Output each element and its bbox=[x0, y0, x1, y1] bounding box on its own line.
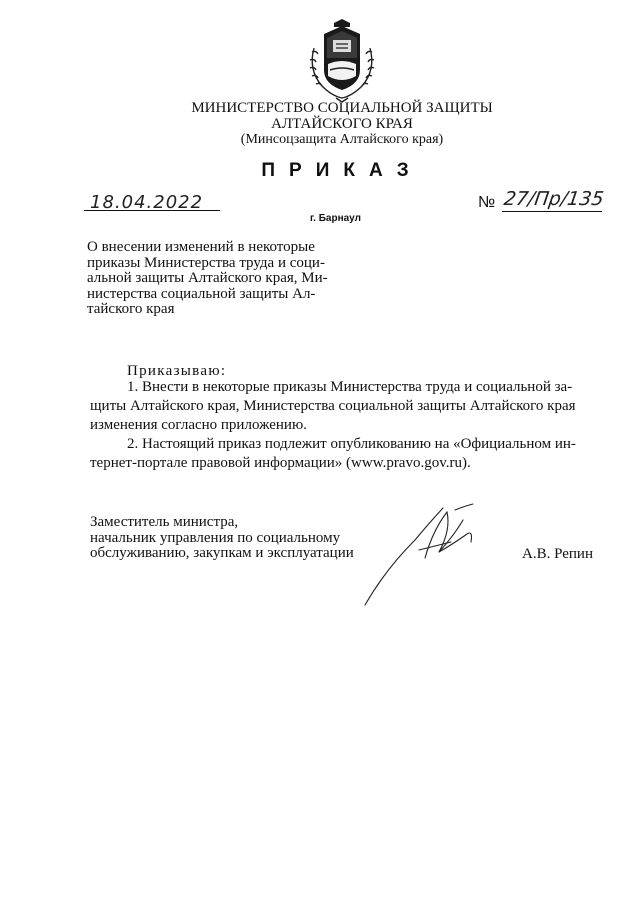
order-item-2 bbox=[90, 435, 597, 473]
ministry-short-name: (Минсоцзащита Алтайского края) bbox=[240, 132, 444, 147]
document-city: г. Барнаул bbox=[310, 213, 361, 224]
subject-line: тайского края bbox=[87, 301, 175, 317]
item-line: 1. Внести в некоторые приказы Министерства труда и социальной за- bbox=[127, 379, 573, 395]
signer-position bbox=[90, 515, 354, 562]
coat-of-arms-icon bbox=[300, 18, 384, 102]
order-item-1 bbox=[90, 378, 597, 435]
signer-position-line: обслуживанию, закупкам и эксплуатации bbox=[90, 545, 354, 561]
document-date: 18.04.2022 bbox=[90, 192, 204, 213]
number-underline bbox=[502, 211, 602, 212]
signer-position-line: начальник управления по социальному bbox=[90, 529, 341, 546]
item-line: 2. Настоящий приказ подлежит опубликованию на «Официальном ин- bbox=[127, 436, 576, 452]
subject-line: альной защиты Алтайского края, Ми- bbox=[87, 270, 328, 286]
date-underline bbox=[84, 210, 220, 211]
handwritten-signature-icon bbox=[355, 500, 495, 610]
ministry-name-line1: МИНИСТЕРСТВО СОЦИАЛЬНОЙ ЗАЩИТЫ bbox=[191, 100, 493, 116]
signer-position-line: Заместитель министра, bbox=[90, 514, 239, 530]
subject-line: приказы Министерства труда и соци- bbox=[87, 254, 325, 271]
ministry-name-line2: АЛТАЙСКОГО КРАЯ bbox=[271, 116, 413, 132]
order-word: Приказываю: bbox=[127, 363, 227, 379]
signer-name: А.В. Репин bbox=[522, 546, 593, 562]
document-number: 27/Пр/135 bbox=[502, 188, 606, 210]
item-line: щиты Алтайского края, Министерства социальной защиты Алтайского края bbox=[90, 398, 576, 414]
item-line: тернет-портале правовой информации» (www.pravo.gov.ru). bbox=[90, 455, 471, 471]
document-type-title: ПРИКАЗ bbox=[261, 160, 423, 181]
number-label: № bbox=[478, 194, 496, 211]
subject-line: О внесении изменений в некоторые bbox=[87, 239, 315, 255]
item-line: изменения согласно приложению. bbox=[90, 417, 307, 433]
document-subject bbox=[87, 240, 337, 318]
subject-line: нистерства социальной защиты Ал- bbox=[87, 285, 316, 302]
